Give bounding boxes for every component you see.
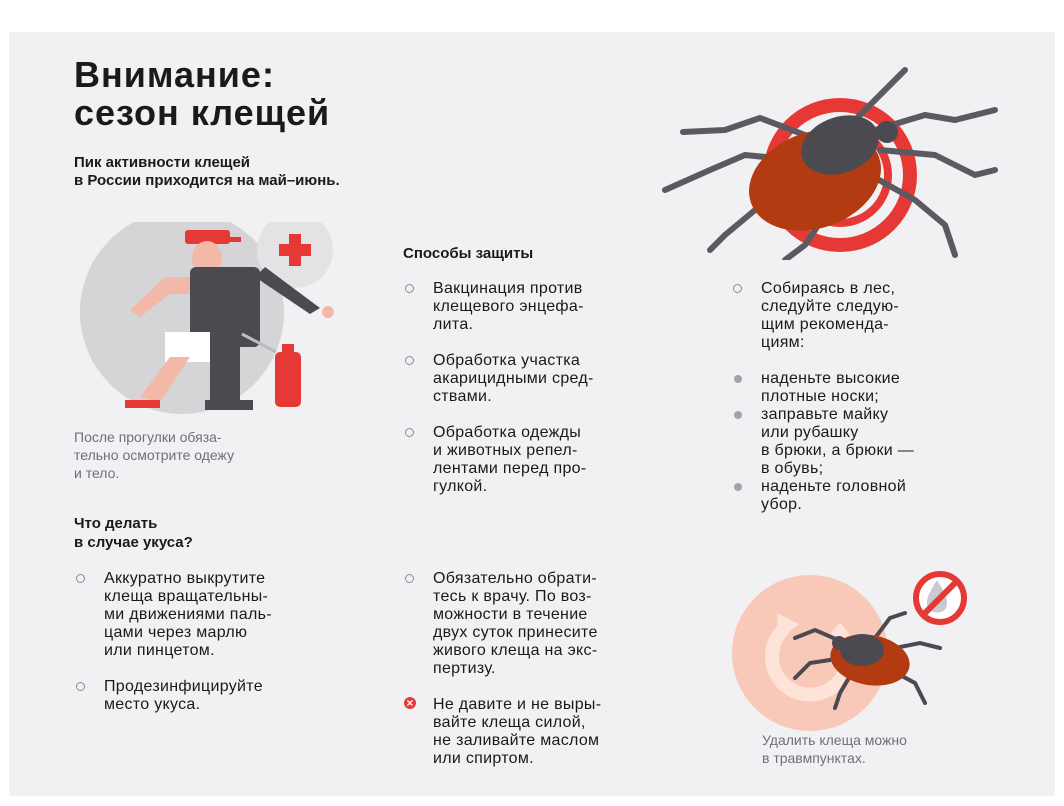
page-bottom-strip <box>0 796 1064 806</box>
bite-steps-list <box>74 570 384 714</box>
walk-caption: После прогулки обяза- тельно осмотрите одежу и тело. <box>74 429 235 481</box>
list-item: Продезинфицируйте место укуса. <box>74 678 384 714</box>
intro-text: Пик активности клещей в России приходится на май–июнь. <box>74 154 340 189</box>
page-title: Внимание: сезон клещей <box>74 54 331 133</box>
list-item: Собираясь в лес, следуйте следую- щим рекоменда- циям: <box>731 280 1031 352</box>
bite-doctor-list <box>403 570 713 768</box>
forest-tips-list <box>731 280 1031 514</box>
list-item: заправьте майку или рубашку в брюки, а брюки — в обувь; <box>731 406 1031 478</box>
tick-removal-icon <box>725 568 1005 733</box>
warning-item: × Не давите и не выры- вайте клеща силой, не заливайте маслом или спиртом. <box>403 696 713 768</box>
bite-heading: Что делать в случае укуса? <box>74 515 193 551</box>
protection-heading: Способы защиты <box>403 245 534 262</box>
person-spraying-icon <box>70 222 350 417</box>
list-item: Вакцинация против клещевого энцефа- лита. <box>403 280 713 334</box>
list-item: наденьте головной убор. <box>731 478 1031 514</box>
protection-list <box>403 280 713 496</box>
list-item: Аккуратно выкрутите клеща вращательны- ми движениями паль- цами через марлю или пинцетом. <box>74 570 384 660</box>
list-item: Обработка участка акарицидными сред- ствами. <box>403 352 713 406</box>
list-item: Обязательно обрати- тесь к врачу. По воз- можности в течение двух суток принесите живого клеща на экс- пертизу. <box>403 570 713 678</box>
removal-caption: Удалить клеща можно в травмпунктах. <box>762 732 907 766</box>
list-item: наденьте высокие плотные носки; <box>731 370 1031 406</box>
no-drop-icon <box>916 574 964 622</box>
tick-warning-icon <box>655 60 1005 260</box>
list-item: Обработка одежды и животных репел- лентами перед про- гулкой. <box>403 424 713 496</box>
